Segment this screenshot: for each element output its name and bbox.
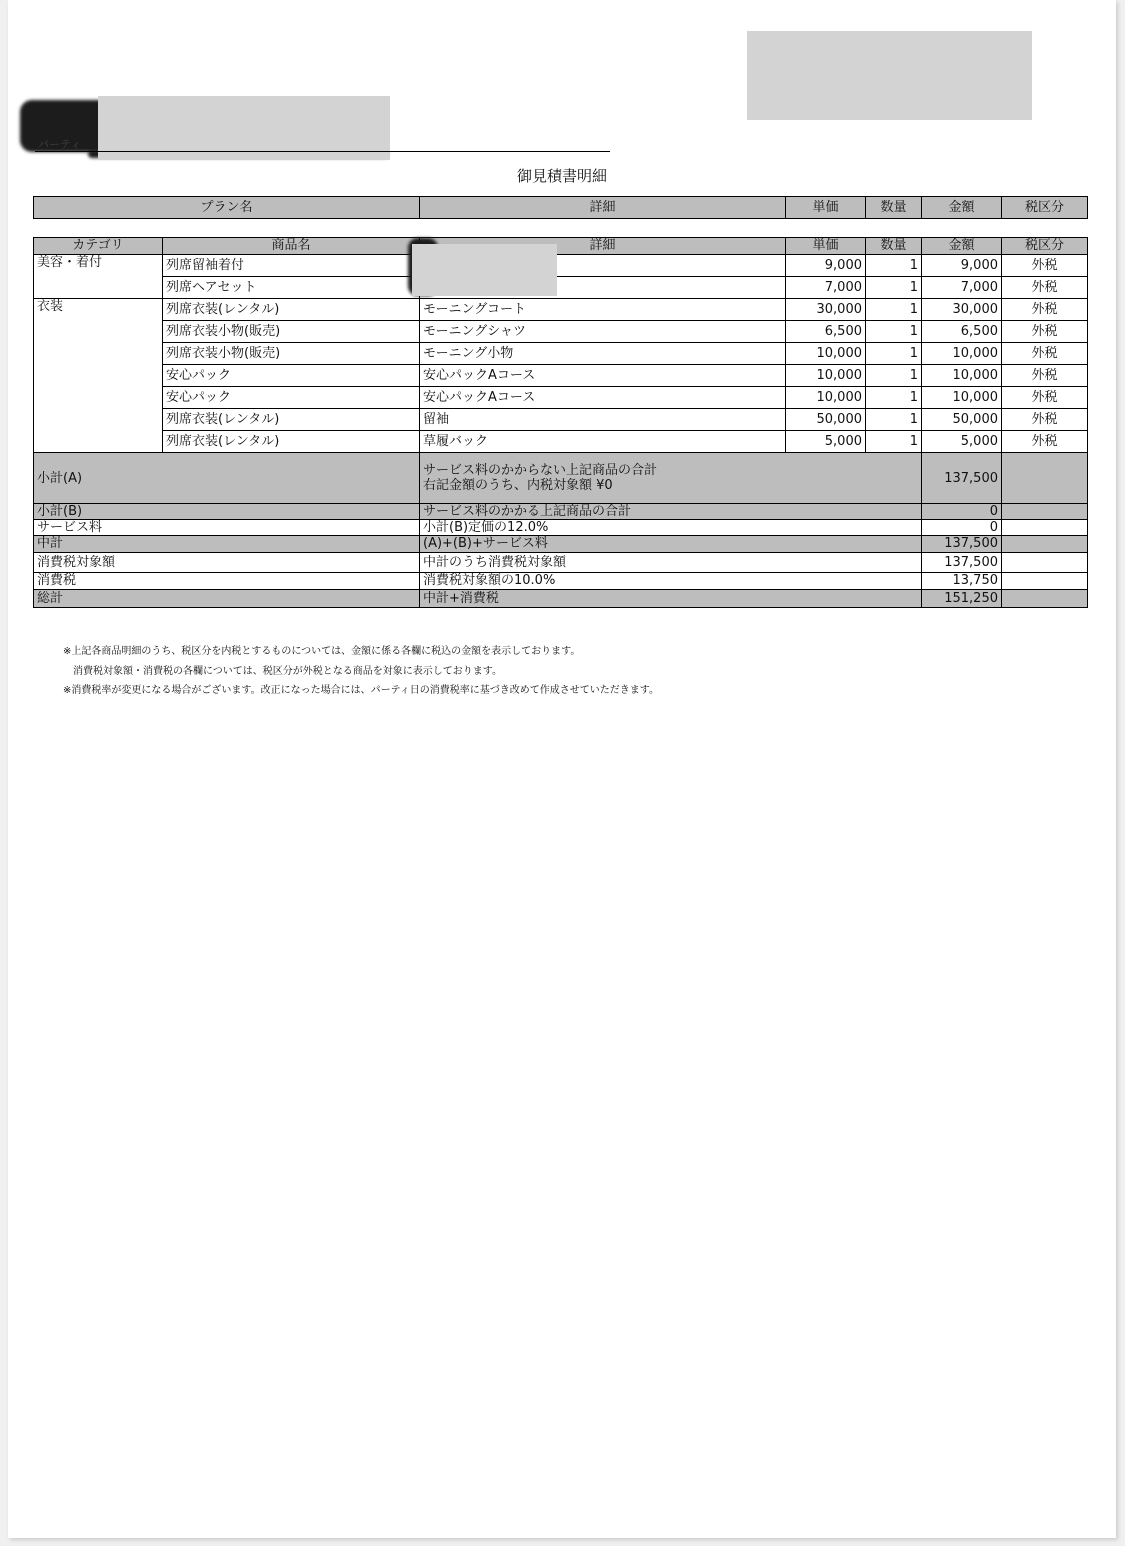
tax-type: 外税: [1002, 431, 1088, 453]
detail-header-row: [34, 238, 1088, 255]
plan-col-amount: 金額: [922, 197, 1002, 219]
tax-type: 外税: [1002, 299, 1088, 321]
subtotal-a-desc-line2: 右記金額のうち、内税対象額 ¥0: [423, 478, 613, 493]
table-row: [34, 387, 1088, 409]
grand-total-row: [34, 590, 1088, 608]
quantity: 1: [866, 409, 922, 431]
amount: 30,000: [922, 299, 1002, 321]
unit-price: 10,000: [786, 387, 866, 409]
taxable-row: [34, 553, 1088, 573]
product-name: 列席ヘアセット: [163, 277, 420, 299]
amount: 50,000: [922, 409, 1002, 431]
product-name: 安心パック: [163, 365, 420, 387]
product-detail: モーニングシャツ: [420, 321, 786, 343]
service-amount: 0: [922, 520, 1002, 536]
unit-price: 10,000: [786, 343, 866, 365]
table-row: [34, 431, 1088, 453]
plan-col-plan: プラン名: [34, 197, 420, 219]
tax-type: 外税: [1002, 277, 1088, 299]
document-title: 御見積書明細: [516, 167, 607, 185]
subtotal-b-desc: サービス料のかかる上記商品の合計: [420, 504, 922, 520]
product-name: 安心パック: [163, 387, 420, 409]
subtotal-a-tax: [1002, 453, 1088, 504]
tax-type: 外税: [1002, 343, 1088, 365]
col-tax: 税区分: [1002, 238, 1088, 255]
footnote-3: ※消費税率が変更になる場合がございます。改正になった場合には、パーティ日の消費税率に基づき改めて作成させていただきます。: [63, 685, 659, 696]
unit-price: 50,000: [786, 409, 866, 431]
table-row: [34, 321, 1088, 343]
amount: 5,000: [922, 431, 1002, 453]
grand-total-tax: [1002, 590, 1088, 608]
grand-total-amount: 151,250: [922, 590, 1002, 608]
grand-total-desc: 中計+消費税: [420, 590, 922, 608]
tax-type: 外税: [1002, 387, 1088, 409]
redacted-block-detail: [412, 244, 557, 296]
amount: 9,000: [922, 255, 1002, 277]
service-row: [34, 520, 1088, 536]
category-cell: 衣装: [34, 299, 163, 453]
middle-total-desc: (A)+(B)+サービス料: [420, 536, 922, 553]
product-detail: 草履バック: [420, 431, 786, 453]
product-name: 列席衣装小物(販売): [163, 321, 420, 343]
subtotal-a-desc: [420, 453, 922, 504]
service-label: サービス料: [34, 520, 420, 536]
consumption-tax-label: 消費税: [34, 573, 420, 590]
subtotal-a-label: 小計(A): [34, 453, 420, 504]
quantity: 1: [866, 321, 922, 343]
amount: 10,000: [922, 343, 1002, 365]
consumption-tax-tax: [1002, 573, 1088, 590]
header-underline: [35, 151, 610, 152]
plan-col-qty: 数量: [866, 197, 922, 219]
product-detail: モーニング小物: [420, 343, 786, 365]
plan-header-row: [34, 197, 1088, 219]
product-name: 列席衣装(レンタル): [163, 299, 420, 321]
estimate-page: [8, 0, 1116, 1538]
table-row: [34, 365, 1088, 387]
middle-total-row: [34, 536, 1088, 553]
unit-price: 10,000: [786, 365, 866, 387]
product-detail: 留袖: [420, 409, 786, 431]
unit-price: 6,500: [786, 321, 866, 343]
taxable-tax: [1002, 553, 1088, 573]
table-row: [34, 299, 1088, 321]
category-cell: 美容・着付: [34, 255, 163, 299]
quantity: 1: [866, 343, 922, 365]
product-detail: 安心パックAコース: [420, 365, 786, 387]
consumption-tax-amount: 13,750: [922, 573, 1002, 590]
subtotal-a-desc-line1: サービス料のかからない上記商品の合計: [423, 463, 658, 478]
taxable-amount: 137,500: [922, 553, 1002, 573]
product-name: 列席衣装(レンタル): [163, 409, 420, 431]
unit-price: 7,000: [786, 277, 866, 299]
tax-type: 外税: [1002, 365, 1088, 387]
subtotal-a-row: [34, 453, 1088, 504]
tax-type: 外税: [1002, 255, 1088, 277]
quantity: 1: [866, 299, 922, 321]
footnote-2: 消費税対象額・消費税の各欄については、税区分が外税となる商品を対象に表示しております。: [63, 665, 502, 677]
amount: 6,500: [922, 321, 1002, 343]
product-name: 列席衣装小物(販売): [163, 343, 420, 365]
tax-type: 外税: [1002, 409, 1088, 431]
unit-price: 30,000: [786, 299, 866, 321]
taxable-label: 消費税対象額: [34, 553, 420, 573]
subtotal-b-tax: [1002, 504, 1088, 520]
subtotal-a-amount: 137,500: [922, 453, 1002, 504]
amount: 10,000: [922, 387, 1002, 409]
service-tax: [1002, 520, 1088, 536]
plan-table: [33, 196, 1088, 219]
table-row: [34, 277, 1088, 299]
subtotal-b-row: [34, 504, 1088, 520]
table-row: [34, 409, 1088, 431]
plan-col-tax: 税区分: [1002, 197, 1088, 219]
col-product: 商品名: [163, 238, 420, 255]
party-label: パーティ: [38, 138, 82, 151]
detail-table: [33, 237, 1088, 608]
service-desc: 小計(B)定価の12.0%: [420, 520, 922, 536]
table-row: [34, 343, 1088, 365]
unit-price: 9,000: [786, 255, 866, 277]
quantity: 1: [866, 277, 922, 299]
col-price: 単価: [786, 238, 866, 255]
quantity: 1: [866, 255, 922, 277]
consumption-tax-row: [34, 573, 1088, 590]
footnote-1: ※上記各商品明細のうち、税区分を内税とするものについては、金額に係る各欄に税込の金額を表示しております。: [63, 646, 581, 657]
col-category: カテゴリ: [34, 238, 163, 255]
tax-type: 外税: [1002, 321, 1088, 343]
amount: 7,000: [922, 277, 1002, 299]
product-detail: モーニングコート: [420, 299, 786, 321]
quantity: 1: [866, 431, 922, 453]
quantity: 1: [866, 387, 922, 409]
table-row: [34, 255, 1088, 277]
middle-total-label: 中計: [34, 536, 420, 553]
plan-col-price: 単価: [786, 197, 866, 219]
middle-total-amount: 137,500: [922, 536, 1002, 553]
plan-col-detail: 詳細: [420, 197, 786, 219]
col-qty: 数量: [866, 238, 922, 255]
amount: 10,000: [922, 365, 1002, 387]
unit-price: 5,000: [786, 431, 866, 453]
consumption-tax-desc: 消費税対象額の10.0%: [420, 573, 922, 590]
product-name: 列席留袖着付: [163, 255, 420, 277]
product-detail: 安心パックAコース: [420, 387, 786, 409]
col-detail: 詳細: [420, 238, 786, 255]
subtotal-b-label: 小計(B): [34, 504, 420, 520]
subtotal-b-amount: 0: [922, 504, 1002, 520]
col-amount: 金額: [922, 238, 1002, 255]
quantity: 1: [866, 365, 922, 387]
footnotes: [63, 642, 659, 701]
redacted-block-top-right: [747, 31, 1032, 120]
middle-total-tax: [1002, 536, 1088, 553]
grand-total-label: 総計: [34, 590, 420, 608]
taxable-desc: 中計のうち消費税対象額: [420, 553, 922, 573]
product-name: 列席衣装(レンタル): [163, 431, 420, 453]
